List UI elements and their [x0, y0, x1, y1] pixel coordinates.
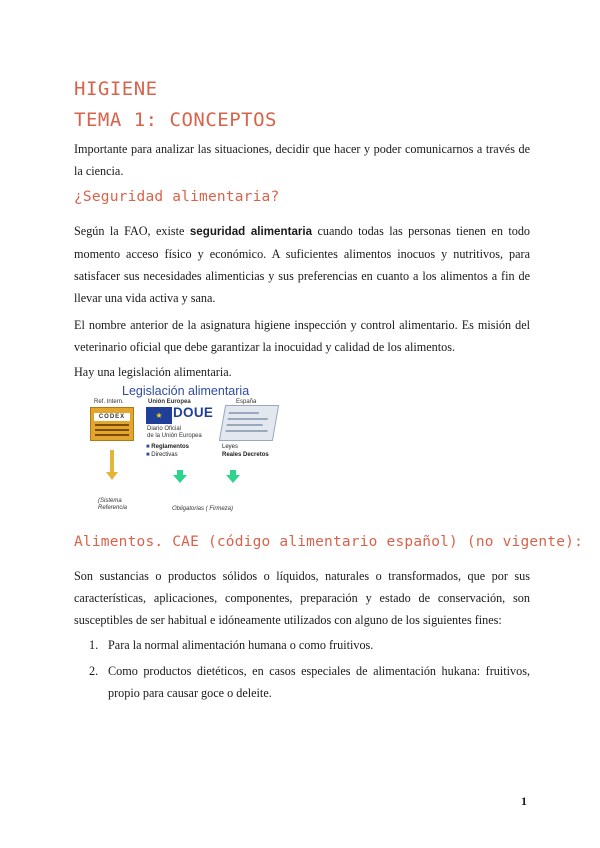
- list-item-text: Como productos dietéticos, en casos especiales de alimentación hukana: fruitivos, propio para causar goce o deleite.: [108, 664, 530, 700]
- ue-instrument-item: ■ Directivas: [146, 452, 178, 458]
- green-arrow-down-icon: [173, 475, 187, 483]
- list-item-number: 2.: [89, 664, 99, 678]
- yellow-arrow-down-icon: [106, 472, 118, 480]
- figure-note-bottom: Obligatorias ( Firmeza): [172, 506, 234, 512]
- legislation-figure: [76, 384, 276, 520]
- definicion-paragraph: Son sustancias o productos sólidos o líquidos, naturales o transformados, que por sus características, aplicaciones, componentes, preparación y estado de conservación, son susceptibles de ser habitual e idóneamente utilizados con alguno de los siguientes fines:: [74, 569, 530, 627]
- doue-logo-text: DOUE: [173, 405, 214, 420]
- figure-note-left: [98, 498, 127, 512]
- codex-line: [95, 434, 129, 436]
- ue-instruments-list: [146, 443, 189, 459]
- green-arrow-down-icon: [226, 475, 240, 483]
- page-number: 1: [521, 794, 527, 808]
- codex-line: [95, 429, 129, 431]
- boe-line: [228, 418, 268, 420]
- section-heading-alimentos: Alimentos. CAE (código alimentario español) (no vigente):: [74, 534, 583, 550]
- codex-line: [95, 424, 129, 426]
- eu-flag-icon: ★: [146, 407, 172, 424]
- list-item: [74, 634, 530, 656]
- list-item-number: 1.: [89, 638, 99, 652]
- figure-note-left-line1: (Sistema: [98, 498, 122, 504]
- fines-list: [74, 634, 530, 708]
- fao-bold-term: seguridad alimentaria: [189, 225, 313, 238]
- figure-note-left-line2: Referencia: [98, 505, 128, 511]
- ue-instrument-label: Reglamentos: [151, 444, 189, 450]
- figure-col-ue: Unión Europea: [148, 399, 191, 405]
- boe-line: [226, 424, 262, 426]
- figure-col-espana: España: [236, 399, 257, 405]
- asignatura-paragraph: El nombre anterior de la asignatura higiene inspección y control alimentario. Es misión del veterinario oficial que debe garantizar la inocuidad y calidad de los alimentos.: [74, 318, 530, 354]
- spain-instrument-item: Leyes: [222, 444, 239, 450]
- boe-line: [229, 412, 259, 414]
- list-item: [74, 660, 530, 704]
- boe-line: [225, 430, 267, 432]
- fao-paragraph: [74, 220, 530, 309]
- codex-logo-text: CODEX: [94, 413, 130, 421]
- figure-col-intern: Ref. Intern.: [94, 399, 124, 405]
- section-heading-seguridad: ¿Seguridad alimentaria?: [74, 189, 280, 205]
- boe-document-image: [219, 405, 279, 441]
- spain-instruments-list: [222, 443, 269, 459]
- legislacion-paragraph: Hay una legislación alimentaria.: [74, 365, 232, 379]
- document-title: HIGIENE: [74, 78, 158, 100]
- yellow-arrow-shaft: [110, 450, 114, 474]
- ue-instrument-label: Directivas: [151, 452, 178, 458]
- codex-logo: [90, 407, 134, 441]
- fao-text-end: cuando todas las personas tienen en todo momento acceso físico y económico. A suficientes alimentos inocuos y nutritivos, para satisfacer sus necesidades alimenticias y sus preferencias en cuanto a los alimentos a fin de llevar una vida activa y sana.: [74, 224, 531, 305]
- doue-subtitle-line2: de la Unión Europea: [147, 433, 202, 439]
- fao-text-start: Según la FAO, existe: [74, 224, 190, 238]
- doue-subtitle: [147, 426, 217, 440]
- ue-instrument-item: ■ Reglamentos: [146, 444, 189, 450]
- figure-title: Legislación alimentaria: [122, 384, 250, 398]
- spain-instrument-item: Reales Decretos: [222, 452, 269, 458]
- list-item-text: Para la normal alimentación humana o como fruitivos.: [108, 638, 374, 652]
- intro-paragraph: Importante para analizar las situaciones, decidir que hacer y poder comunicarnos a través de la ciencia.: [74, 142, 530, 178]
- document-subtitle: TEMA 1: CONCEPTOS: [74, 109, 277, 131]
- doue-subtitle-line1: Diario Oficial: [147, 426, 182, 432]
